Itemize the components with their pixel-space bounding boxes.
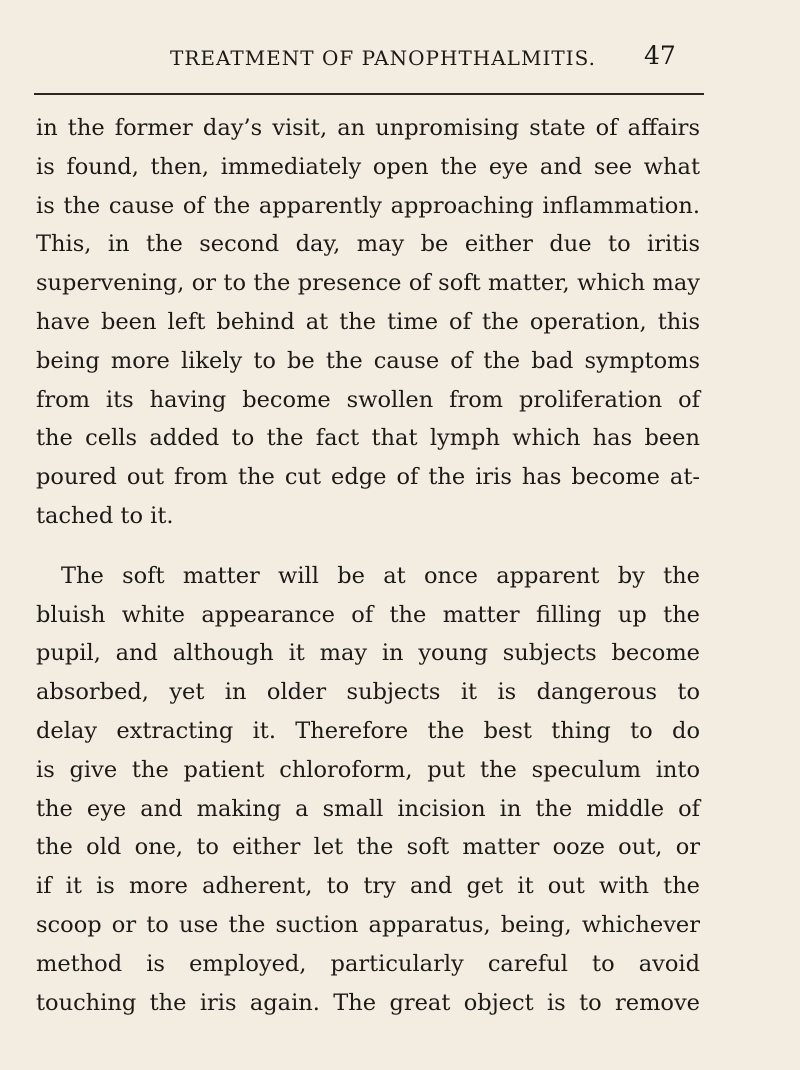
text-line: the old one, to either let the soft matter ooze out, or: [36, 834, 700, 861]
text-line: if it is more adherent, to try and get it out with the: [36, 873, 700, 900]
running-head-title: TREATMENT OF PANOPHTHALMITIS.: [170, 46, 596, 70]
text-line: This, in the second day, may be either due to iritis: [36, 231, 700, 258]
header-rule: [34, 93, 704, 95]
text-line: supervening, or to the presence of soft matter, which may: [36, 270, 700, 297]
text-line: poured out from the cut edge of the iris has become at-: [36, 464, 700, 491]
text-line: scoop or to use the suction apparatus, being, whichever: [36, 911, 700, 938]
text-line: have been left behind at the time of the operation, this: [36, 308, 700, 335]
text-line: is the cause of the apparently approaching inflammation.: [36, 192, 700, 219]
paragraph-2: [36, 557, 700, 1023]
text-line: tached to it.: [36, 502, 174, 529]
text-line: from its having become swollen from proliferation of: [36, 386, 700, 413]
text-line: delay extracting it. Therefore the best thing to do: [36, 717, 700, 744]
text-line: method is employed, particularly careful to avoid: [36, 950, 700, 977]
text-line: is give the patient chloroform, put the speculum into: [36, 756, 700, 783]
body-text: [36, 109, 700, 1022]
text-line: pupil, and although it may in young subjects become: [36, 640, 700, 667]
text-line: is found, then, immediately open the eye and see what: [36, 153, 700, 180]
text-line: touching the iris again. The great object is to remove: [36, 989, 700, 1016]
paragraph-1: [36, 109, 700, 536]
text-line: bluish white appearance of the matter filling up the: [36, 601, 700, 628]
paragraph-spacer: [36, 536, 700, 557]
page-number: 47: [644, 41, 676, 70]
text-line: absorbed, yet in older subjects it is dangerous to: [36, 679, 700, 706]
text-line: the cells added to the fact that lymph which has been: [36, 425, 700, 452]
text-line: the eye and making a small incision in the middle of: [36, 795, 700, 822]
text-line: being more likely to be the cause of the bad symptoms: [36, 347, 700, 374]
text-line: The soft matter will be at once apparent by the: [61, 562, 700, 589]
text-line: in the former day’s visit, an unpromising state of affairs: [36, 115, 700, 141]
